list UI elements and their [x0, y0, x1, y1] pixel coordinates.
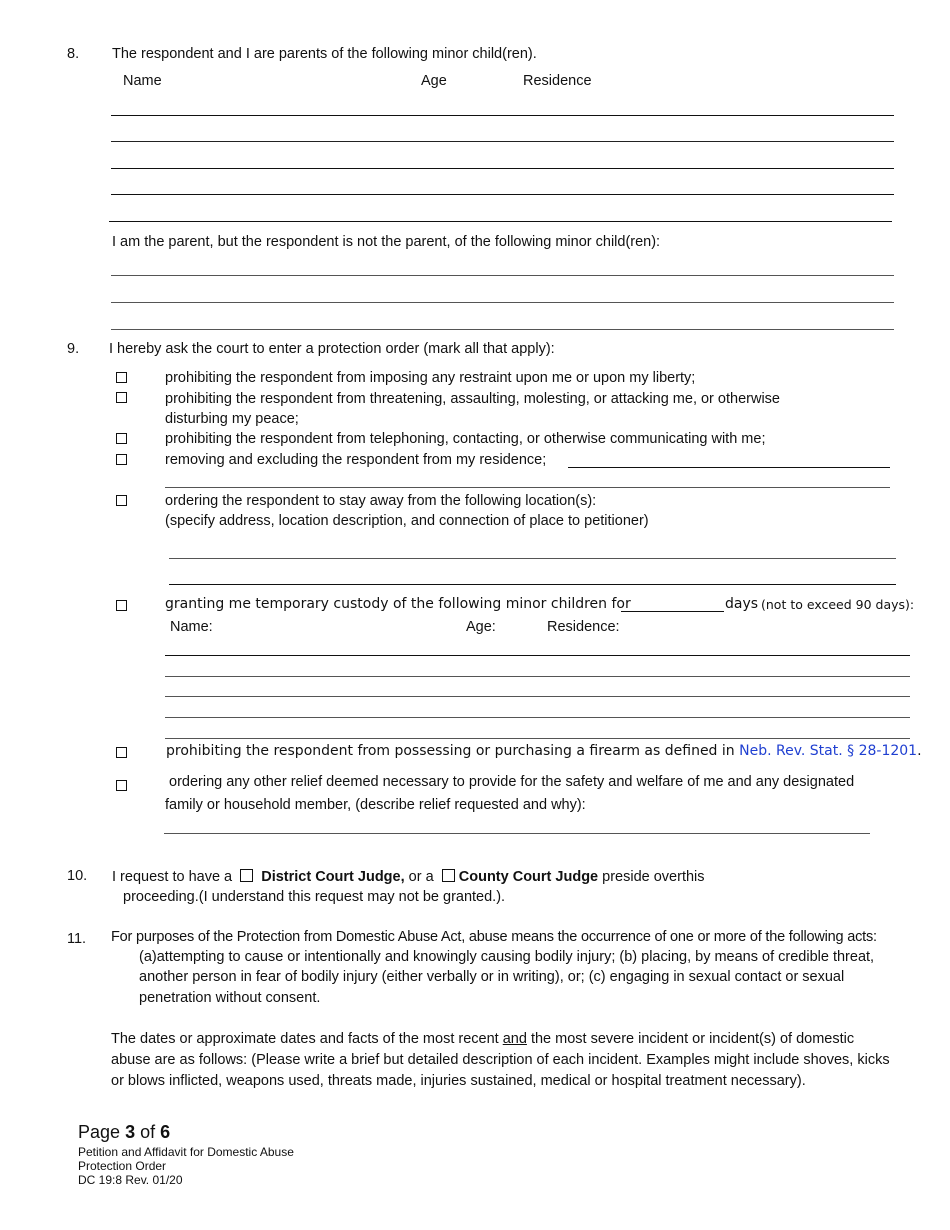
checkbox-no-restraint[interactable]: [116, 372, 127, 383]
checkbox-firearm[interactable]: [116, 747, 127, 758]
option-temporary-custody: granting me temporary custody of the following minor children for: [165, 596, 631, 612]
option-no-contact: prohibiting the respondent from telephoning, contacting, or otherwise communicating with me;: [165, 431, 766, 447]
custody-days-field[interactable]: [621, 611, 724, 612]
option-firearm: prohibiting the respondent from possessing or purchasing a firearm as defined in Neb. Rev. Stat. § 28-1201.: [166, 743, 922, 759]
custody-entry-line-3[interactable]: [165, 696, 910, 697]
abuse-definition-line-4: penetration without consent.: [139, 990, 321, 1006]
column-header-residence: Residence: [523, 73, 592, 89]
checkbox-no-contact[interactable]: [116, 433, 127, 444]
section-8-intro: The respondent and I are parents of the following minor child(ren).: [112, 46, 537, 62]
custody-column-age: Age:: [466, 619, 496, 635]
option-other-relief-cont: family or household member, (describe relief requested and why):: [165, 797, 586, 813]
section-10-number: 10.: [67, 868, 88, 884]
not-parent-entry-line-3[interactable]: [111, 329, 894, 330]
custody-entry-line-1[interactable]: [165, 655, 910, 656]
location-entry-line-2[interactable]: [169, 584, 896, 585]
abuse-definition-line-2: (a)attempting to cause or intentionally and knowingly causing bodily injury; (b) placing, by means of credible threat,: [139, 949, 875, 965]
child-entry-line-2[interactable]: [111, 141, 894, 142]
incident-instructions-line-2: abuse are as follows: (Please write a brief but detailed description of each incident. Examples might include shoves, kicks: [111, 1052, 890, 1068]
option-no-restraint: prohibiting the respondent from imposing any restraint upon me or upon my liberty;: [165, 370, 696, 386]
child-entry-line-4[interactable]: [111, 194, 894, 195]
not-parent-entry-line-2[interactable]: [111, 302, 894, 303]
section-9-intro: I hereby ask the court to enter a protection order (mark all that apply):: [109, 341, 555, 357]
checkbox-stay-away[interactable]: [116, 495, 127, 506]
other-relief-entry-line[interactable]: [164, 833, 870, 834]
section-9-number: 9.: [67, 341, 80, 357]
incident-instructions-line-3: or blows inflicted, weapons used, threats made, injuries sustained, medical or hospital treatment necessary).: [111, 1073, 806, 1089]
custody-days-label: days: [725, 596, 759, 612]
custody-entry-line-2[interactable]: [165, 676, 910, 677]
column-header-name: Name: [123, 73, 162, 89]
option-stay-away: ordering the respondent to stay away from the following location(s):: [165, 493, 597, 509]
custody-column-residence: Residence:: [547, 619, 620, 635]
not-parent-entry-line-1[interactable]: [111, 275, 894, 276]
abuse-definition-line-1: For purposes of the Protection from Domestic Abuse Act, abuse means the occurrence of one or more of the following acts:: [111, 929, 877, 945]
statute-link[interactable]: Neb. Rev. Stat. § 28-1201: [739, 743, 918, 759]
form-title-line-1: Petition and Affidavit for Domestic Abuse: [78, 1145, 294, 1159]
judge-request-note: proceeding.(I understand this request may not be granted.).: [123, 889, 506, 905]
abuse-definition-line-3: another person in fear of bodily injury (either verbally or in writing), or; (c) engaging in sexual contact or sexual: [139, 969, 845, 985]
custody-entry-line-5[interactable]: [165, 738, 910, 739]
checkbox-exclude-residence[interactable]: [116, 454, 127, 465]
checkbox-other-relief[interactable]: [116, 780, 127, 791]
incident-instructions-line-1: The dates or approximate dates and facts of the most recent and the most severe incident or incident(s) of domestic: [111, 1031, 855, 1047]
option-no-threatening: prohibiting the respondent from threatening, assaulting, molesting, or attacking me, or otherwise: [165, 391, 780, 407]
column-header-age: Age: [421, 73, 447, 89]
child-entry-line-3[interactable]: [111, 168, 894, 169]
option-other-relief: ordering any other relief deemed necessary to provide for the safety and welfare of me and any designated: [169, 774, 855, 790]
child-entry-line-1[interactable]: [111, 115, 894, 116]
custody-column-name: Name:: [170, 619, 213, 635]
option-exclude-residence: removing and excluding the respondent from my residence;: [165, 452, 547, 468]
section-11-number: 11.: [67, 931, 87, 947]
residence-entry-line-2[interactable]: [165, 487, 890, 488]
option-no-threatening-cont: disturbing my peace;: [165, 411, 299, 427]
page-indicator: Page 3 of 6: [78, 1122, 171, 1142]
residence-entry-line[interactable]: [568, 467, 890, 468]
option-stay-away-instructions: (specify address, location description, and connection of place to petitioner): [165, 513, 649, 529]
custody-entry-line-4[interactable]: [165, 717, 910, 718]
checkbox-temporary-custody[interactable]: [116, 600, 127, 611]
form-code: DC 19:8 Rev. 01/20: [78, 1173, 183, 1187]
child-entry-line-5[interactable]: [109, 221, 892, 222]
checkbox-district-judge[interactable]: [240, 869, 253, 882]
section-8-number: 8.: [67, 46, 80, 62]
location-entry-line-1[interactable]: [169, 558, 896, 559]
checkbox-no-threatening[interactable]: [116, 392, 127, 403]
checkbox-county-judge[interactable]: [442, 869, 455, 882]
form-title-line-2: Protection Order: [78, 1159, 167, 1173]
custody-days-limit: (not to exceed 90 days):: [761, 597, 915, 612]
not-parent-statement: I am the parent, but the respondent is not the parent, of the following minor child(ren):: [112, 234, 661, 250]
judge-request-line: I request to have a District Court Judge, or a County Court Judge preside overthis: [112, 869, 705, 885]
